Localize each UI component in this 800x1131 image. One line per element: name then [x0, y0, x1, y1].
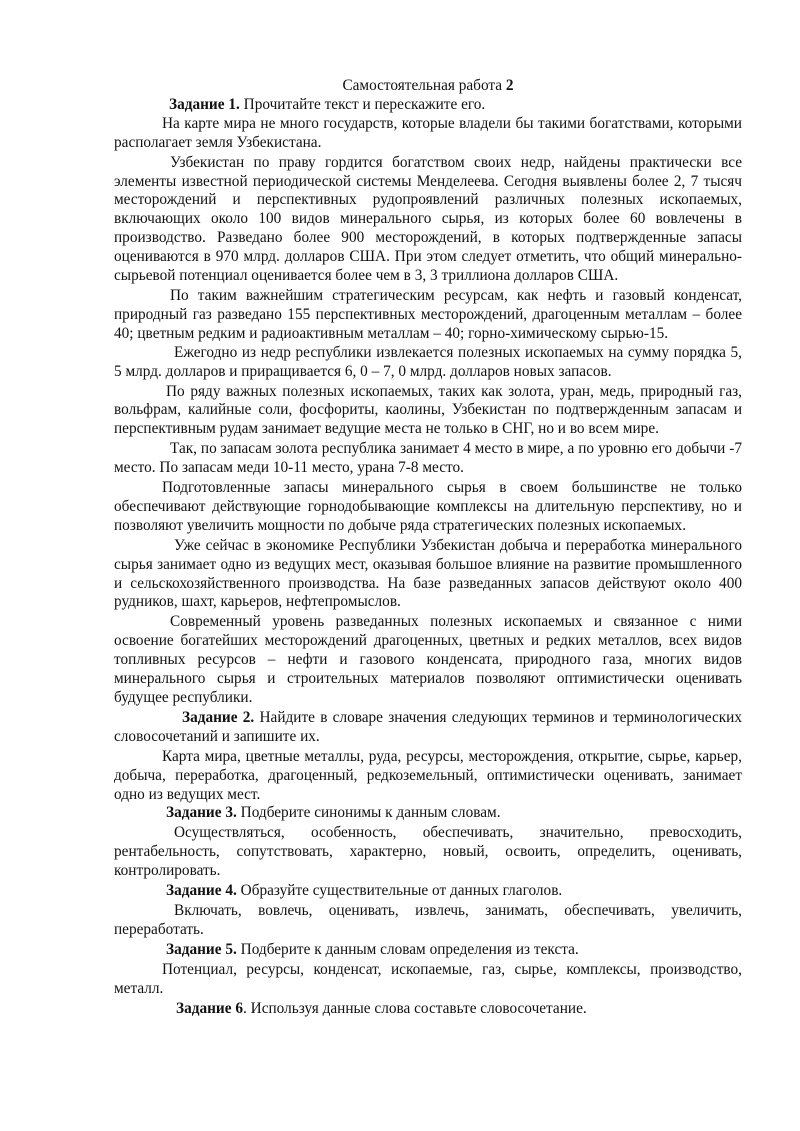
title-text: Самостоятельная работа	[342, 77, 503, 94]
task-5	[114, 941, 742, 960]
task-3-text: Подберите синонимы к данным словам.	[236, 804, 501, 822]
paragraph-7: Подготовленные запасы минерального сырья в своем большинстве не только обеспечивают действующие горнодобывающие комплексы на длительную перспективу, но и позволяют увеличить мощности по добыче ряда стратегических полезных ископаемых.	[114, 479, 742, 534]
task-2-text: Найдите в словаре значения следующих терминов и терминологических словосочетаний и запишите их.	[114, 708, 743, 745]
task-1	[114, 96, 742, 115]
task-5-words: Потенциал, ресурсы, конденсат, ископаемые, газ, сырье, комплексы, производство, металл.	[114, 960, 742, 997]
paragraph-2: Узбекистан по праву гордится богатством своих недр, найдены практически все элементы известной периодической системы Менделеева. Сегодня выявлены более 2, 7 тысяч месторождений и перспективных рудопроявлений различных полезных ископаемых, включающих около 100 видов минерального сырья, из которых более 60 вовлечены в производство. Разведано более 900 месторождений, в которых подтвержденные запасы оцениваются в 970 млрд. долларов США. При этом следует отметить, что общий минерально-сырьевой потенциал оценивается более чем в 3, 3 триллиона долларов США.	[114, 153, 742, 285]
paragraph-8: Уже сейчас в экономике Республики Узбекистан добыча и переработка минерального сырья занимает одно из ведущих мест, оказывая большое влияние на развитие промышленного и сельскохозяйственного производства. На базе разведанных запасов действуют около 400 рудников, шахт, карьеров, нефтепромыслов.	[114, 536, 742, 611]
task-5-label: Задание 5.	[166, 940, 237, 958]
task-4	[114, 882, 742, 901]
task-4-text: Образуйте существительные от данных глаголов.	[236, 882, 563, 900]
document-title	[114, 77, 742, 96]
task-1-label: Задание 1.	[169, 95, 240, 113]
task-6-text: . Используя данные слова составьте словосочетание.	[243, 999, 587, 1017]
task-2-label: Задание 2.	[182, 708, 255, 726]
paragraph-6: Так, по запасам золота республика занимает 4 место в мире, а по уровню его добычи -7 место. По запасам меди 10-11 место, урана 7-8 место.	[114, 440, 742, 477]
task-3-words: Осуществляться, особенность, обеспечивать, значительно, превосходить, рентабельность, сопутствовать, характерно, новый, освоить, определить, оценивать, контролировать.	[114, 824, 742, 880]
task-5-text: Подберите к данным словам определения из текста.	[236, 940, 579, 958]
paragraph-4: Ежегодно из недр республики извлекается полезных ископаемых на сумму порядка 5, 5 млрд. долларов и приращивается 6, 0 – 7, 0 млрд. долларов новых запасов.	[114, 343, 742, 380]
task-6-label: Задание 6	[176, 999, 243, 1017]
paragraph-5: По ряду важных полезных ископаемых, таких как золота, уран, медь, природный газ, вольфрам, калийные соли, фосфориты, каолины, Узбекистан по подтвержденным запасам и перспективным рудам занимает ведущие места не только в СНГ, но и во всем мире.	[114, 382, 742, 438]
task-3	[114, 804, 742, 823]
title-number: 2	[505, 77, 514, 94]
task-2-words: Карта мира, цветные металлы, руда, ресурсы, месторождения, открытие, сырье, карьер, добыча, переработка, драгоценный, редкоземельный, оптимистически оценивать, занимает одно из ведущих мест.	[114, 747, 742, 803]
paragraph-3: По таким важнейшим стратегическим ресурсам, как нефть и газовый конденсат, природный газ разведано 155 перспективных месторождений, драгоценным металлам – более 40; цветным редким и радиоактивным металлам – 40; горно-химическому сырью-15.	[114, 286, 742, 342]
task-4-label: Задание 4.	[166, 882, 237, 900]
paragraph-9: Современный уровень разведанных полезных ископаемых и связанное с ними освоение богатейших месторождений драгоценных, цветных и редких металлов, всех видов топливных ресурсов – нефти и газового конденсата, природного газа, многих видов минерального сырья и строительных материалов позволяют оптимистически оценивать будущее республики.	[114, 613, 742, 706]
task-6	[114, 1000, 742, 1019]
task-1-text: Прочитайте текст и перескажите его.	[239, 95, 486, 113]
task-3-label: Задание 3.	[166, 804, 237, 822]
paragraph-1: На карте мира не много государств, которые владели бы такими богатствами, которыми располагает земля Узбекистана.	[114, 114, 742, 151]
task-4-words: Включать, вовлечь, оценивать, извлечь, занимать, обеспечивать, увеличить, переработать.	[114, 901, 742, 938]
task-2	[114, 709, 742, 747]
